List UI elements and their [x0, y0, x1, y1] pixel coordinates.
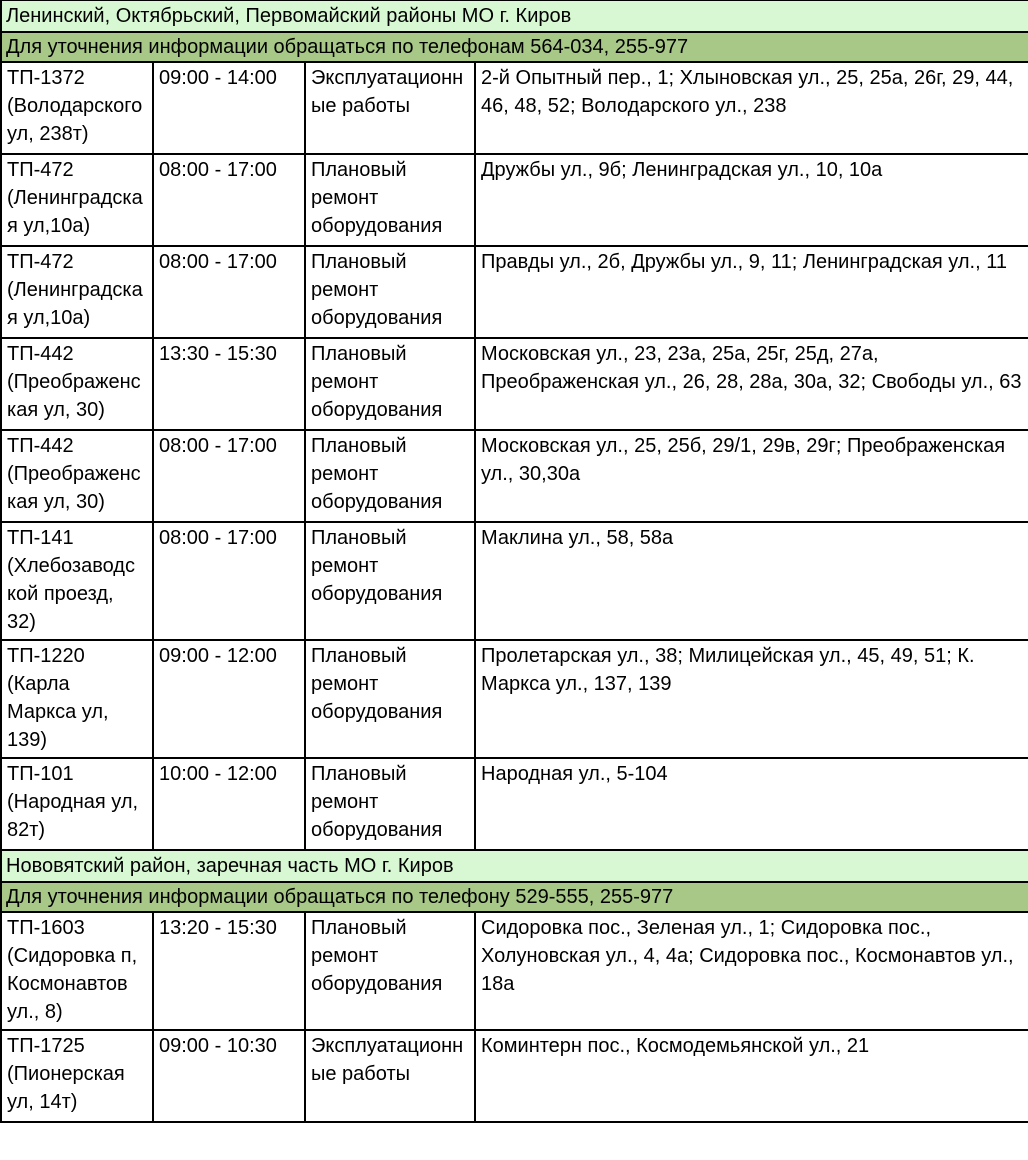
tp-cell: ТП-442 (Преображенская ул, 30): [1, 338, 153, 430]
addresses-cell: Народная ул., 5-104: [475, 758, 1028, 850]
region-header-cell: Нововятский район, заречная часть МО г. Киров: [1, 850, 1028, 882]
tp-cell: ТП-101 (Народная ул, 82т): [1, 758, 153, 850]
table-row: [1, 430, 1028, 522]
addresses-cell: Сидоровка пос., Зеленая ул., 1; Сидоровка пос., Холуновская ул., 4, 4а; Сидоровка пос., Космонавтов ул., 18а: [475, 912, 1028, 1030]
addresses-cell: Московская ул., 23, 23а, 25а, 25г, 25д, 27а, Преображенская ул., 26, 28, 28а, 30а, 32; Свободы ул., 63: [475, 338, 1028, 430]
addresses-cell: 2-й Опытный пер., 1; Хлыновская ул., 25, 25а, 26г, 29, 44, 46, 48, 52; Володарского ул., 238: [475, 62, 1028, 154]
time-cell: 08:00 - 17:00: [153, 430, 305, 522]
table-row: [1, 1030, 1028, 1122]
work-type-cell: Эксплуатационные работы: [305, 62, 475, 154]
tp-cell: ТП-1220 (Карла Маркса ул, 139): [1, 640, 153, 758]
info-phone-header-cell: Для уточнения информации обращаться по телефону 529-555, 255-977: [1, 882, 1028, 912]
table-row: [1, 522, 1028, 640]
tp-cell: ТП-1725 (Пионерская ул, 14т): [1, 1030, 153, 1122]
table-row: [1, 62, 1028, 154]
work-type-cell: Плановый ремонт оборудования: [305, 246, 475, 338]
addresses-cell: Правды ул., 2б, Дружбы ул., 9, 11; Ленинградская ул., 11: [475, 246, 1028, 338]
work-type-cell: Плановый ремонт оборудования: [305, 154, 475, 246]
time-cell: 09:00 - 14:00: [153, 62, 305, 154]
time-cell: 13:30 - 15:30: [153, 338, 305, 430]
work-type-cell: Эксплуатационные работы: [305, 1030, 475, 1122]
table-row: [1, 912, 1028, 1030]
work-type-cell: Плановый ремонт оборудования: [305, 338, 475, 430]
addresses-cell: Коминтерн пос., Космодемьянской ул., 21: [475, 1030, 1028, 1122]
work-type-cell: Плановый ремонт оборудования: [305, 758, 475, 850]
work-type-cell: Плановый ремонт оборудования: [305, 430, 475, 522]
tp-cell: ТП-1372 (Володарского ул, 238т): [1, 62, 153, 154]
addresses-cell: Пролетарская ул., 38; Милицейская ул., 45, 49, 51; К. Маркса ул., 137, 139: [475, 640, 1028, 758]
table-row: [1, 758, 1028, 850]
time-cell: 09:00 - 10:30: [153, 1030, 305, 1122]
time-cell: 09:00 - 12:00: [153, 640, 305, 758]
tp-cell: ТП-472 (Ленинградская ул,10а): [1, 154, 153, 246]
region-header-cell: Ленинский, Октябрьский, Первомайский районы МО г. Киров: [1, 1, 1028, 33]
table-row: [1, 246, 1028, 338]
addresses-cell: Дружбы ул., 9б; Ленинградская ул., 10, 10а: [475, 154, 1028, 246]
work-type-cell: Плановый ремонт оборудования: [305, 640, 475, 758]
outage-table-body: [1, 1, 1028, 1123]
work-type-cell: Плановый ремонт оборудования: [305, 522, 475, 640]
tp-cell: ТП-442 (Преображенская ул, 30): [1, 430, 153, 522]
section-region-row: [1, 850, 1028, 882]
section-info-row: [1, 32, 1028, 62]
addresses-cell: Маклина ул., 58, 58а: [475, 522, 1028, 640]
section-region-row: [1, 1, 1028, 33]
time-cell: 13:20 - 15:30: [153, 912, 305, 1030]
tp-cell: ТП-141 (Хлебозаводской проезд, 32): [1, 522, 153, 640]
time-cell: 08:00 - 17:00: [153, 522, 305, 640]
tp-cell: ТП-472 (Ленинградская ул,10а): [1, 246, 153, 338]
addresses-cell: Московская ул., 25, 25б, 29/1, 29в, 29г; Преображенская ул., 30,30а: [475, 430, 1028, 522]
tp-cell: ТП-1603 (Сидоровка п, Космонавтов ул., 8): [1, 912, 153, 1030]
table-row: [1, 640, 1028, 758]
section-info-row: [1, 882, 1028, 912]
table-row: [1, 154, 1028, 246]
time-cell: 08:00 - 17:00: [153, 154, 305, 246]
time-cell: 08:00 - 17:00: [153, 246, 305, 338]
table-row: [1, 338, 1028, 430]
info-phone-header-cell: Для уточнения информации обращаться по телефонам 564-034, 255-977: [1, 32, 1028, 62]
time-cell: 10:00 - 12:00: [153, 758, 305, 850]
work-type-cell: Плановый ремонт оборудования: [305, 912, 475, 1030]
